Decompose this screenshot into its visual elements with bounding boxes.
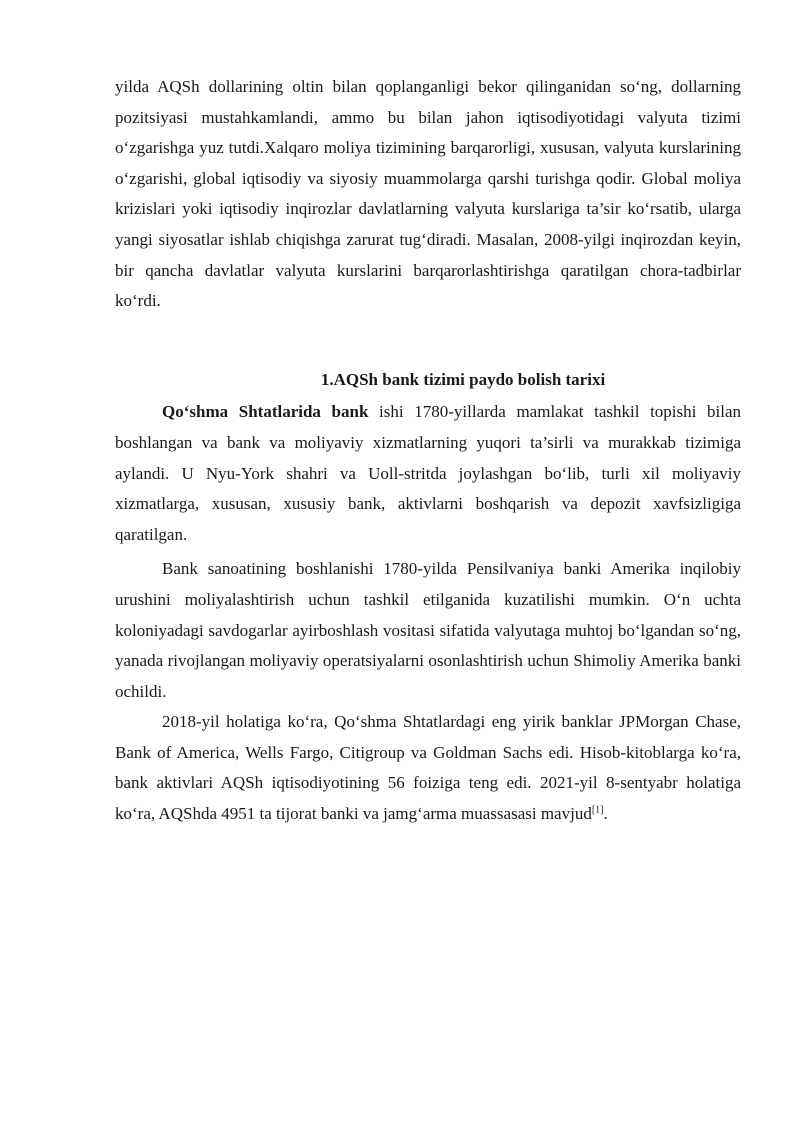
bold-lead-text: Qo‘shma Shtatlarida bank xyxy=(162,402,369,422)
paragraph-text: 2018-yil holatiga ko‘ra, Qo‘shma Shtatlardagi eng yirik banklar JPMorgan Chase, Bank of America, Wells Fargo, Citigroup va Goldman Sachs edi. Hisob-kitoblarga ko‘ra, bank aktivlari AQSh iqtisodiyotining 56 foiziga teng edi. 2021-yil 8-sentyabr holatiga ko‘ra, AQShda 4951 ta tijorat banki va jamg‘arma muassasasi mavjud xyxy=(115,712,741,824)
document-page xyxy=(115,72,741,830)
section-heading: 1.AQSh bank tizimi paydo bolish tarixi xyxy=(320,369,606,389)
intro-paragraph: yilda AQSh dollarining oltin bilan qoplanganligi bekor qilinganidan so‘ng, dollarning pozitsiyasi mustahkamlandi, ammo bu bilan jahon iqtisodiyotidagi valyuta tizimi o‘zgarishga yuz tutdi.Xalqaro moliya tizimining barqarorligi, xususan, valyuta kurslarining o‘zgarishi, global iqtisodiy va siyosiy muammolarga qarshi turishga qodir. Global moliya krizislari yoki iqtisodiy inqirozlar davlatlarning valyuta kurslariga ta’sir ko‘rsatib, ularga yangi siyosatlar ishlab chiqishga zarurat tug‘diradi. Masalan, 2008-yilgi inqirozdan keyin, bir qancha davlatlar valyuta kurslarini barqarorlashtirishga qaratilgan chora-tadbirlar ko‘rdi. xyxy=(115,77,741,311)
paragraph-banking-origin xyxy=(115,397,741,550)
paragraph-largest-banks xyxy=(115,707,741,829)
paragraph-bank-industry: Bank sanoatining boshlanishi 1780-yilda Pensilvaniya banki Amerika inqilobiy urushini moliyalashtirish uchun tashkil etilganida kuzatilishi mumkin. O‘n uchta koloniyadagi savdogarlar ayirboshlash vositasi sifatida valyutaga muhtoj bo‘lgandan so‘ng, yanada rivojlangan moliyaviy operatsiyalarni osonlashtirish uchun Shimoliy Amerika banki ochildi. xyxy=(115,559,741,701)
footnote-reference[interactable]: [1] xyxy=(591,804,604,816)
paragraph-end: . xyxy=(603,804,608,824)
paragraph-text: ishi 1780-yillarda mamlakat tashkil topishi bilan boshlangan va bank va moliyaviy xizmatlarning yuqori ta’sirli va murakkab tizimiga aylandi. U Nyu-York shahri va Uoll-stritda joylashgan bo‘lib, turli xil moliyaviy xizmatlarga, xususan, xususiy bank, aktivlarni boshqarish va depozit xavfsizligiga qaratilgan. xyxy=(115,402,741,544)
